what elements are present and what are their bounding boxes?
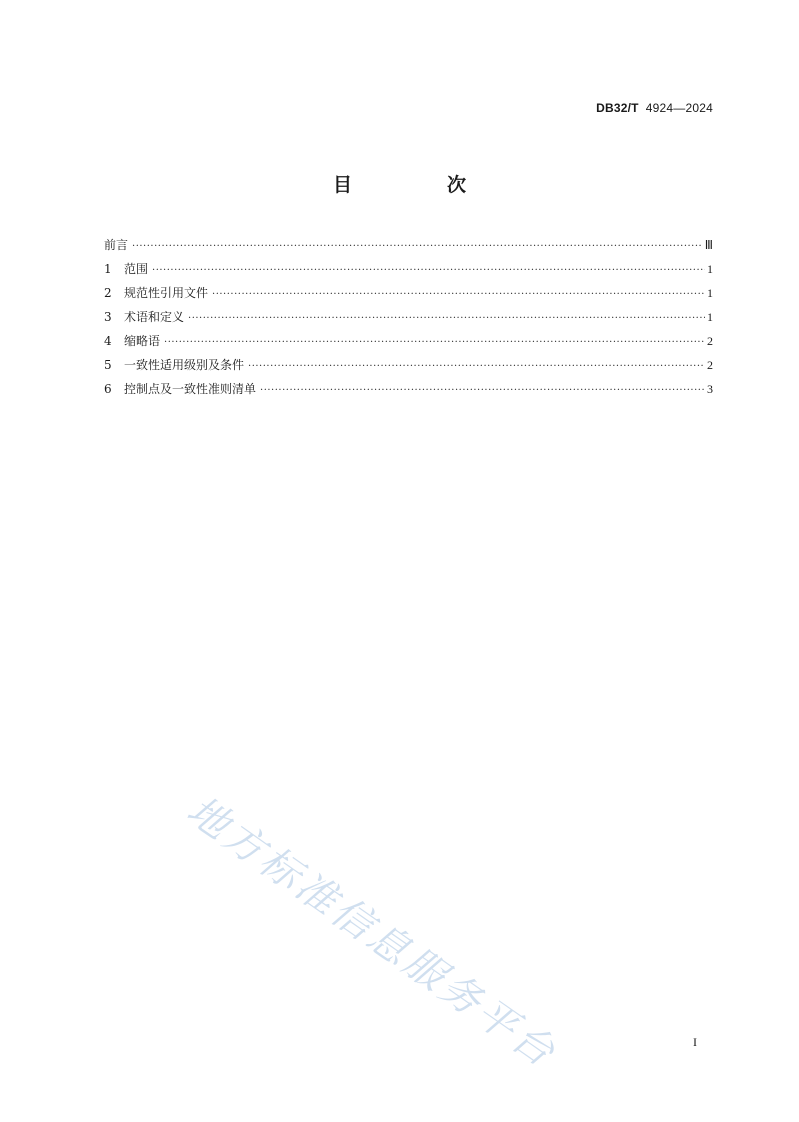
toc-entry-label: 范围 <box>124 262 149 276</box>
toc-entry-label: 一致性适用级别及条件 <box>124 358 245 372</box>
toc-entry-number: 5 <box>104 358 112 372</box>
toc-entry-abbreviations[interactable] <box>104 329 713 353</box>
toc-entry-conformance-levels[interactable] <box>104 353 713 377</box>
page-number: I <box>693 1035 697 1049</box>
toc-entry-normative-references[interactable] <box>104 281 713 305</box>
toc-entry-number: 2 <box>104 286 112 300</box>
toc-entry-label: 规范性引用文件 <box>124 286 209 300</box>
document-code-number: 4924—2024 <box>645 101 713 115</box>
toc-entry-label: 术语和定义 <box>124 310 185 324</box>
toc-entry-number: 1 <box>104 262 112 276</box>
toc-leader-dots <box>164 331 705 355</box>
toc-entry-label: 缩略语 <box>124 334 161 348</box>
toc-leader-dots <box>260 379 705 403</box>
toc-leader-dots <box>248 355 705 379</box>
document-code-prefix: DB32/T <box>596 101 639 115</box>
toc-entry-terms-definitions[interactable] <box>104 305 713 329</box>
toc-entry-page: 2 <box>707 334 713 348</box>
watermark-text: 地方标准信息服务平台 <box>178 787 566 1078</box>
toc-entry-page: 3 <box>707 382 713 396</box>
toc-entry-page: 1 <box>707 286 713 300</box>
toc-entry-page: Ⅲ <box>704 238 713 252</box>
toc-leader-dots <box>212 283 705 307</box>
toc-entry-number: 6 <box>104 382 112 396</box>
toc-leader-dots <box>152 259 705 283</box>
toc-entry-page: 1 <box>707 310 713 324</box>
toc-entry-number: 4 <box>104 334 112 348</box>
toc-entry-label: 控制点及一致性准则清单 <box>124 382 257 396</box>
table-of-contents <box>104 233 713 401</box>
toc-entry-foreword[interactable] <box>104 233 713 257</box>
toc-entry-control-points[interactable] <box>104 377 713 401</box>
toc-entry-scope[interactable] <box>104 257 713 281</box>
toc-entry-page: 2 <box>707 358 713 372</box>
toc-title: 目 次 <box>332 174 504 196</box>
toc-leader-dots <box>132 235 703 259</box>
toc-entry-label: 前言 <box>104 238 129 252</box>
toc-entry-number: 3 <box>104 310 112 324</box>
toc-leader-dots <box>188 307 705 331</box>
document-code <box>596 101 713 115</box>
toc-entry-page: 1 <box>707 262 713 276</box>
